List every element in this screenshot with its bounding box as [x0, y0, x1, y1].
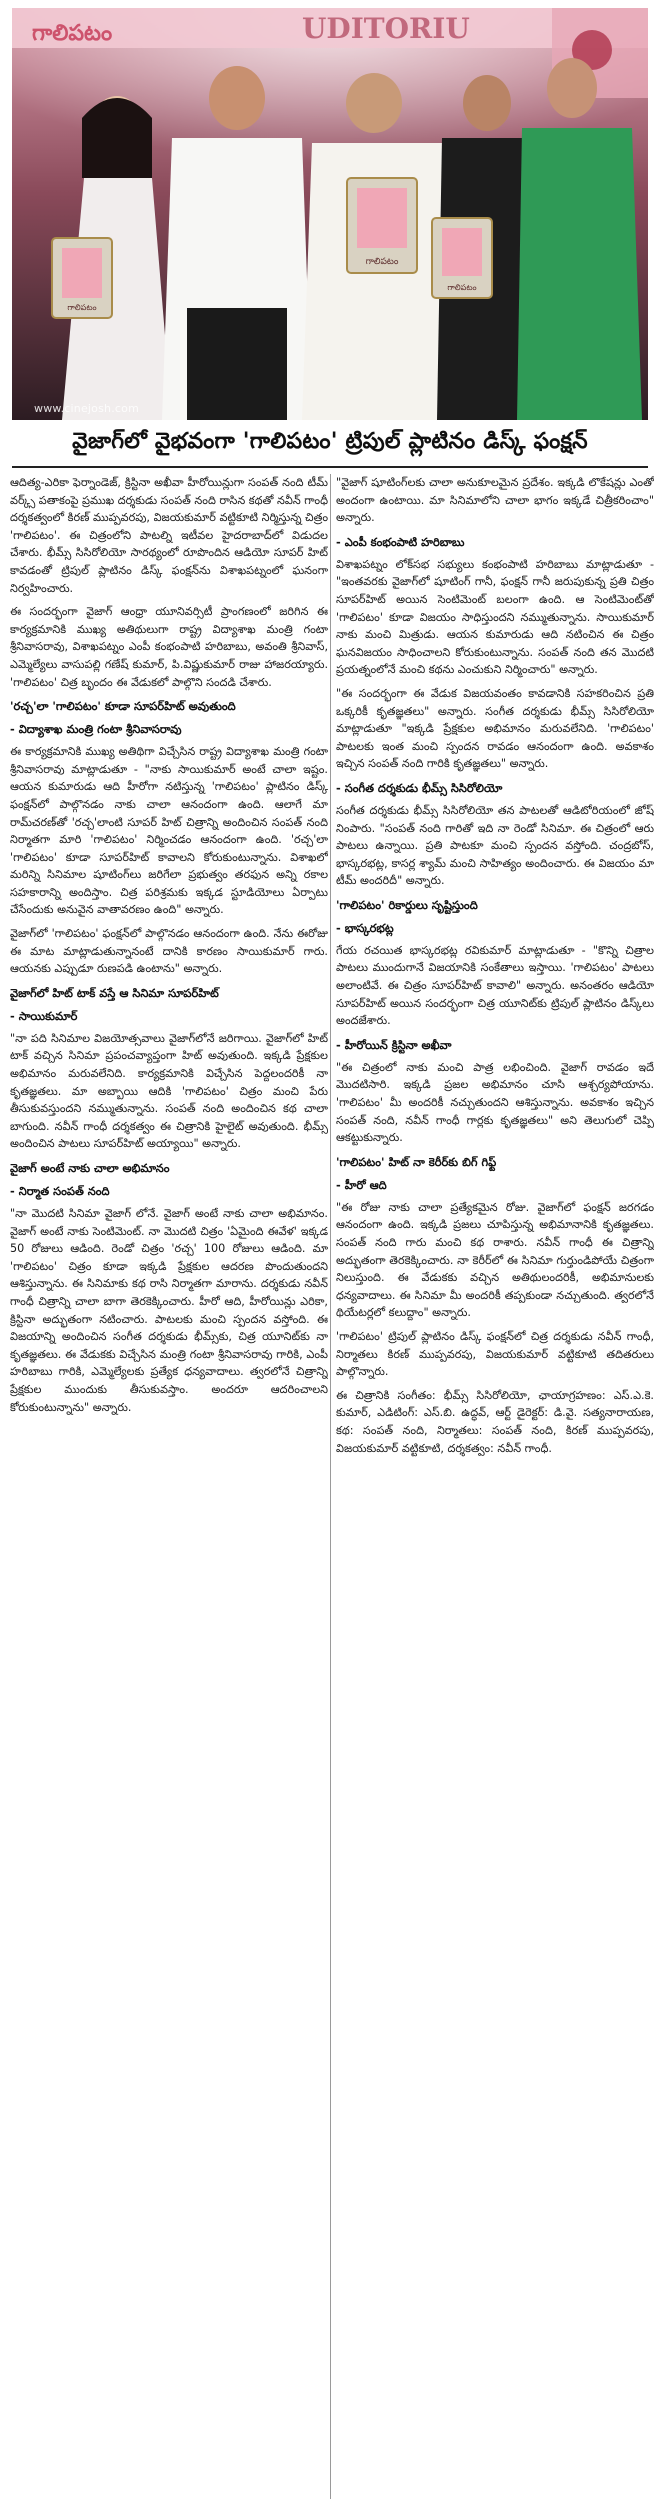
article-paragraph: ఈ చిత్రానికి సంగీతం: భీమ్స్ సిసిరోలియో, ఛాయాగ్రహణం: ఎస్.ఎ.కె. కుమార్, ఎడిటింగ్: ఎస్.బి. ఉద్ధవ్, ఆర్ట్ డైరెక్టర్: డి.వై. సత్యనారాయణ, కథ: సంపత్ నంది, నిర్మాతలు: సంపత్ నంది, కిరణ్ ముప్పవరపు, విజయకుమార్ వట్టికూటి, దర్శకత్వం: నవీన్ గాంధీ. — [336, 1388, 654, 1455]
article-paragraph: విశాఖపట్నం లోక్‌సభ సభ్యులు కంభంపాటి హరిబాబు మాట్లాడుతూ - "ఇంతవరకు వైజాగ్‌లో షూటింగ్ గానీ, ఫంక్షన్ గానీ జరుపుకున్న ప్రతి చిత్రం సూపర్‌హిట్ అయిన సెంటిమెంట్ బలంగా ఉంది. ఆ సెంటిమెంట్‌తో 'గాలిపటం' కూడా విజయం సాధిస్తుందని నమ్ముతున్నాను. సాయికుమార్ నాకు మంచి మిత్రుడు. ఆయన కుమారుడు ఆది నటించిన ఈ చిత్రం ఘనవిజయం సాధించాలని కోరుకుంటున్నాను. సంపత్ నంది తన మొదటి ప్రయత్నంలోనే మంచి కథను ఎంచుకుని నిర్మించారు" అన్నారు. — [336, 557, 654, 677]
article-paragraph: 'గాలిపటం' ట్రిపుల్ ప్లాటినం డిస్క్ ఫంక్షన్‌లో చిత్ర దర్శకుడు నవీన్ గాంధీ, నిర్మాతలు కిరణ్ ముప్పవరపు, విజయకుమార్ వట్టికూటి తదితరులు పాల్గొన్నారు. — [336, 1329, 654, 1379]
shield-2-label: గాలిపటం — [365, 257, 399, 267]
article-column-left — [10, 474, 328, 2504]
article-paragraph: సంగీత దర్శకుడు భీమ్స్ సిసిరోలియో తన పాటలతో ఆడిటోరియంలో జోష్ నింపారు. "సంపత్ నంది గారితో ఇది నా రెండో సినిమా. ఈ చిత్రంలో ఆరు పాటలు ఉన్నాయి. ప్రతి పాటకూ మంచి స్పందన వస్తోంది. చంద్రబోస్, భాస్కరభట్ల, కాసర్ల శ్యామ్ మంచి సాహిత్యం అందించారు. ఈ విజయం మా టీమ్ అందరిదీ" అన్నారు. — [336, 803, 654, 888]
article-paragraph: ఈ కార్యక్రమానికి ముఖ్య అతిథిగా విచ్చేసిన రాష్ట్ర విద్యాశాఖ మంత్రి గంటా శ్రీనివాసరావు మాట్లాడుతూ - "నాకు సాయికుమార్ అంటే చాలా ఇష్టం. ఆయన కుమారుడు ఆది హీరోగా నటిస్తున్న 'గాలిపటం' ప్లాటినం డిస్క్ ఫంక్షన్‌లో పాల్గొనడం నాకు చాలా ఆనందంగా ఉంది. ఆలాగే మా రామ్‌చరణ్‌తో 'రచ్చ'లాంటి సూపర్ హిట్ చిత్రాన్ని అందించిన సంపత్ నంది నిర్మాతగా మారి 'గాలిపటం' నిర్మించడం ఆనందంగా ఉంది. 'రచ్చ'లా 'గాలిపటం' కూడా సూపర్‌హిట్ కావాలని కోరుకుంటున్నాను. విశాఖలో మరిన్ని సినిమాల షూటింగ్‌లు జరిగేలా ప్రభుత్వం తరఫున అన్ని రకాల సహకారాన్ని అందిస్తాం. చిత్ర పరిశ్రమకు ఇక్కడ స్టూడియోలు ఏర్పాటు చేసేందుకు అనువైన వాతావరణం ఉంది" అన్నారు. — [10, 745, 328, 917]
event-photo — [12, 8, 648, 420]
article-paragraph: గేయ రచయిత భాస్కరభట్ల రవికుమార్ మాట్లాడుతూ - "కొన్ని చిత్రాల పాటలు ముందుగానే విజయానికి సంకేతాలు ఇస్తాయి. 'గాలిపటం' పాటలు అలాంటివే. ఈ చిత్రం సూపర్‌హిట్ కావాలి" అన్నారు. అనంతరం ఆడియో సూపర్‌హిట్ అయిన సందర్భంగా చిత్ర యూనిట్‌కు ట్రిపుల్ ప్లాటినం డిస్క్‌లు అందజేశారు. — [336, 943, 654, 1028]
section-subheading: 'గాలిపటం' రికార్డులు సృష్టిస్తుంది — [336, 897, 478, 912]
shield-1-label: గాలిపటం — [67, 303, 97, 312]
column-divider — [330, 474, 331, 2499]
section-subheading: - ఎంపీ కంభంపాటి హరిబాబు — [336, 534, 465, 549]
banner-text: UDITORIU — [302, 12, 470, 45]
section-subheading: - సాయికుమార్ — [10, 1008, 78, 1023]
section-subheading: - హీరో ఆది — [336, 1177, 387, 1192]
article-paragraph: "నా పది సినిమాల విజయోత్సవాలు వైజాగ్‌లోనే జరిగాయి. వైజాగ్‌లో హిట్ టాక్ వచ్చిన సినిమా ప్రపంచవ్యాప్తంగా హిట్ అవుతుంది. ఇక్కడి ప్రేక్షకుల అభిమానం మరువలేనిది. కార్యక్రమానికి విచ్చేసిన పెద్దలందరికీ నా కృతజ్ఞతలు. మా అబ్బాయి ఆదికి 'గాలిపటం' చిత్రం మంచి పేరు తీసుకువస్తుందని నమ్ముతున్నాను. సంపత్ నంది అందించిన కథ చాలా బాగుంది. నవీన్ గాంధీ దర్శకత్వం ఈ చిత్రానికి హైలైట్ అవుతుంది. భీమ్స్ అందించిన పాటలు సూపర్‌హిట్ అయ్యాయి" అన్నారు. — [10, 1031, 328, 1151]
section-subheading: - హీరోయిన్ క్రిస్టినా అఖీవా — [336, 1037, 452, 1052]
banner-logo: గాలిపటం — [32, 21, 113, 46]
article-column-right — [336, 474, 654, 2504]
section-subheading: 'గాలిపటం' హిట్ నా కెరీర్‌కు బిగ్ గిఫ్ట్ — [336, 1154, 497, 1169]
shield-3-label: గాలిపటం — [447, 283, 477, 292]
section-subheading: - విద్యాశాఖ మంత్రి గంటా శ్రీనివాసరావు — [10, 722, 182, 737]
section-subheading: 'రచ్చ'లా 'గాలిపటం' కూడా సూపర్‌హిట్ అవుతుంది — [10, 699, 236, 714]
article-paragraph: "వైజాగ్ షూటింగ్‌లకు చాలా అనుకూలమైన ప్రదేశం. ఇక్కడి లొకేషన్లు ఎంతో అందంగా ఉంటాయి. మా సినిమాలోని చాలా భాగం ఇక్కడే చిత్రీకరించాం" అన్నారు. — [336, 476, 654, 525]
article-paragraph: ఆదిత్య-ఎరికా ఫెర్నాండెజ్, క్రిస్టినా అఖీవా హీరోయిన్లుగా సంపత్ నంది టీమ్ వర్క్స్ పతాకంపై ప్రముఖ దర్శకుడు సంపత్ నంది రాసిన కథతో నవీన్ గాంధీ దర్శకత్వంలో కిరణ్ ముప్పవరపు, విజయకుమార్ వట్టికూటి నిర్మిస్తున్న చిత్రం 'గాలిపటం'. ఈ చిత్రంలోని పాటల్ని ఇటీవల హైదరాబాద్‌లో విడుదల చేశారు. భీమ్స్ సిసిరోలియో సారథ్యంలో రూపొందిన ఆడియో సూపర్ హిట్ కావడంతో ట్రిపుల్ ప్లాటినం డిస్క్ ఫంక్షన్‌ను విశాఖపట్నంలో ఘనంగా నిర్వహించారు. — [10, 476, 328, 595]
photo-watermark: www.cinejosh.com — [34, 402, 139, 415]
article-paragraph: ఈ సందర్భంగా వైజాగ్ ఆంధ్రా యూనివర్సిటీ ప్రాంగణంలో జరిగిన ఈ కార్యక్రమానికి ముఖ్య అతిథులుగా రాష్ట్ర విద్యాశాఖ మంత్రి గంటా శ్రీనివాసరావు, విశాఖపట్నం ఎంపీ కంభంపాటి హరిబాబు, అవంతి శ్రీనివాస్, ఎమ్మెల్యేలు వాసుపల్లి గణేష్ కుమార్, పి.విష్ణుకుమార్ రాజు హాజరయ్యారు. 'గాలిపటం' చిత్ర బృందం ఈ వేడుకలో పాల్గొని సందడి చేశారు. — [10, 605, 328, 689]
section-subheading: - సంగీత దర్శకుడు భీమ్స్ సిసిరోలియో — [336, 780, 503, 795]
section-subheading: వైజాగ్ అంటే నాకు చాలా అభిమానం — [10, 1161, 170, 1175]
article-headline: వైజాగ్‌లో వైభవంగా 'గాలిపటం' ట్రిపుల్ ప్లాటినం డిస్క్ ఫంక్షన్ — [72, 429, 588, 454]
section-subheading: - భాస్కరభట్ల — [336, 920, 394, 935]
article-paragraph: "ఈ సందర్భంగా ఈ వేడుక విజయవంతం కావడానికి సహకరించిన ప్రతి ఒక్కరికీ కృతజ్ఞతలు" అన్నారు. సంగీత దర్శకుడు భీమ్స్ సిసిరోలియో మాట్లాడుతూ "ఇక్కడి ప్రేక్షకుల అభిమానం మరువలేనిది. 'గాలిపటం' పాటలకు ఇంత మంచి స్పందన రావడం ఆనందంగా ఉంది. అవకాశం ఇచ్చిన సంపత్ నంది గారికి కృతజ్ఞతలు" అన్నారు. — [336, 686, 654, 771]
section-subheading: - నిర్మాత సంపత్ నంది — [10, 1184, 110, 1198]
headline-rule — [12, 466, 648, 468]
section-subheading: వైజాగ్‌లో హిట్ టాక్ వస్తే ఆ సినిమా సూపర్‌హిట్ — [10, 985, 219, 1000]
article-paragraph: "ఈ చిత్రంలో నాకు మంచి పాత్ర లభించింది. వైజాగ్ రావడం ఇదే మొదటిసారి. ఇక్కడి ప్రజల అభిమానం చూసి ఆశ్చర్యపోయాను. 'గాలిపటం' మీ అందరికీ నచ్చుతుందని ఆశిస్తున్నాను. అవకాశం ఇచ్చిన సంపత్ నంది, నవీన్ గాంధీ గార్లకు కృతజ్ఞతలు" అని తెలుగులో చెప్పి ఆకట్టుకున్నారు. — [336, 1060, 654, 1145]
article-paragraph: "నా మొదటి సినిమా వైజాగ్ లోనే. వైజాగ్ అంటే నాకు చాలా అభిమానం. వైజాగ్ అంటే నాకు సెంటిమెంట్. నా మొదటి చిత్రం 'ఏమైంది ఈవేళ' ఇక్కడ 50 రోజులు ఆడింది. రెండో చిత్రం 'రచ్చ' 100 రోజులు ఆడింది. మా 'గాలిపటం' చిత్రం కూడా ఇక్కడి ప్రేక్షకుల ఆదరణ పొందుతుందని ఆశిస్తున్నాను. ఈ సినిమాకు కథ రాసి నిర్మాతగా మారాను. దర్శకుడు నవీన్ గాంధీ చిత్రాన్ని చాలా బాగా తెరకెక్కించారు. హీరో ఆది, హీరోయిన్లు ఎరికా, క్రిస్టినా అద్భుతంగా నటించారు. పాటలకు మంచి స్పందన వస్తోంది. ఈ విజయాన్ని అందించిన సంగీత దర్శకుడు భీమ్స్‌కు, చిత్ర యూనిట్‌కు నా కృతజ్ఞతలు. ఈ వేడుకకు విచ్చేసిన మంత్రి గంటా శ్రీనివాసరావు గారికి, ఎంపీ హరిబాబు గారికి, ఎమ్మెల్యేలకు ప్రత్యేక ధన్యవాదాలు. త్వరలోనే చిత్రాన్ని ప్రేక్షకుల ముందుకు తీసుకువస్తాం. అందరూ ఆదరించాలని కోరుకుంటున్నాను" అన్నారు. — [10, 1207, 328, 1414]
article-paragraph: "ఈ రోజు నాకు చాలా ప్రత్యేకమైన రోజు. వైజాగ్‌లో ఫంక్షన్ జరగడం ఆనందంగా ఉంది. ఇక్కడి ప్రజలు చూపిస్తున్న అభిమానానికి కృతజ్ఞతలు. సంపత్ నంది గారు మంచి కథ రాశారు. నవీన్ గాంధీ ఈ చిత్రాన్ని అద్భుతంగా తెరకెక్కించారు. నా కెరీర్‌లో ఈ సినిమా గుర్తుండిపోయే చిత్రంగా నిలుస్తుంది. ఈ వేడుకకు వచ్చిన అతిథులందరికీ, అభిమానులకు ధన్యవాదాలు. ఈ సినిమా మీ అందరికీ తప్పకుండా నచ్చుతుంది. త్వరలోనే థియేటర్లలో కలుద్దాం" అన్నారు. — [336, 1200, 654, 1320]
article-paragraph: వైజాగ్‌లో 'గాలిపటం' ఫంక్షన్‌లో పాల్గొనడం ఆనందంగా ఉంది. నేను ఈరోజు ఈ మాట మాట్లాడుతున్నానంటే దానికి కారణం సాయికుమార్ గారు. ఆయనకు ఎప్పుడూ రుణపడి ఉంటాను" అన్నారు. — [10, 927, 328, 976]
